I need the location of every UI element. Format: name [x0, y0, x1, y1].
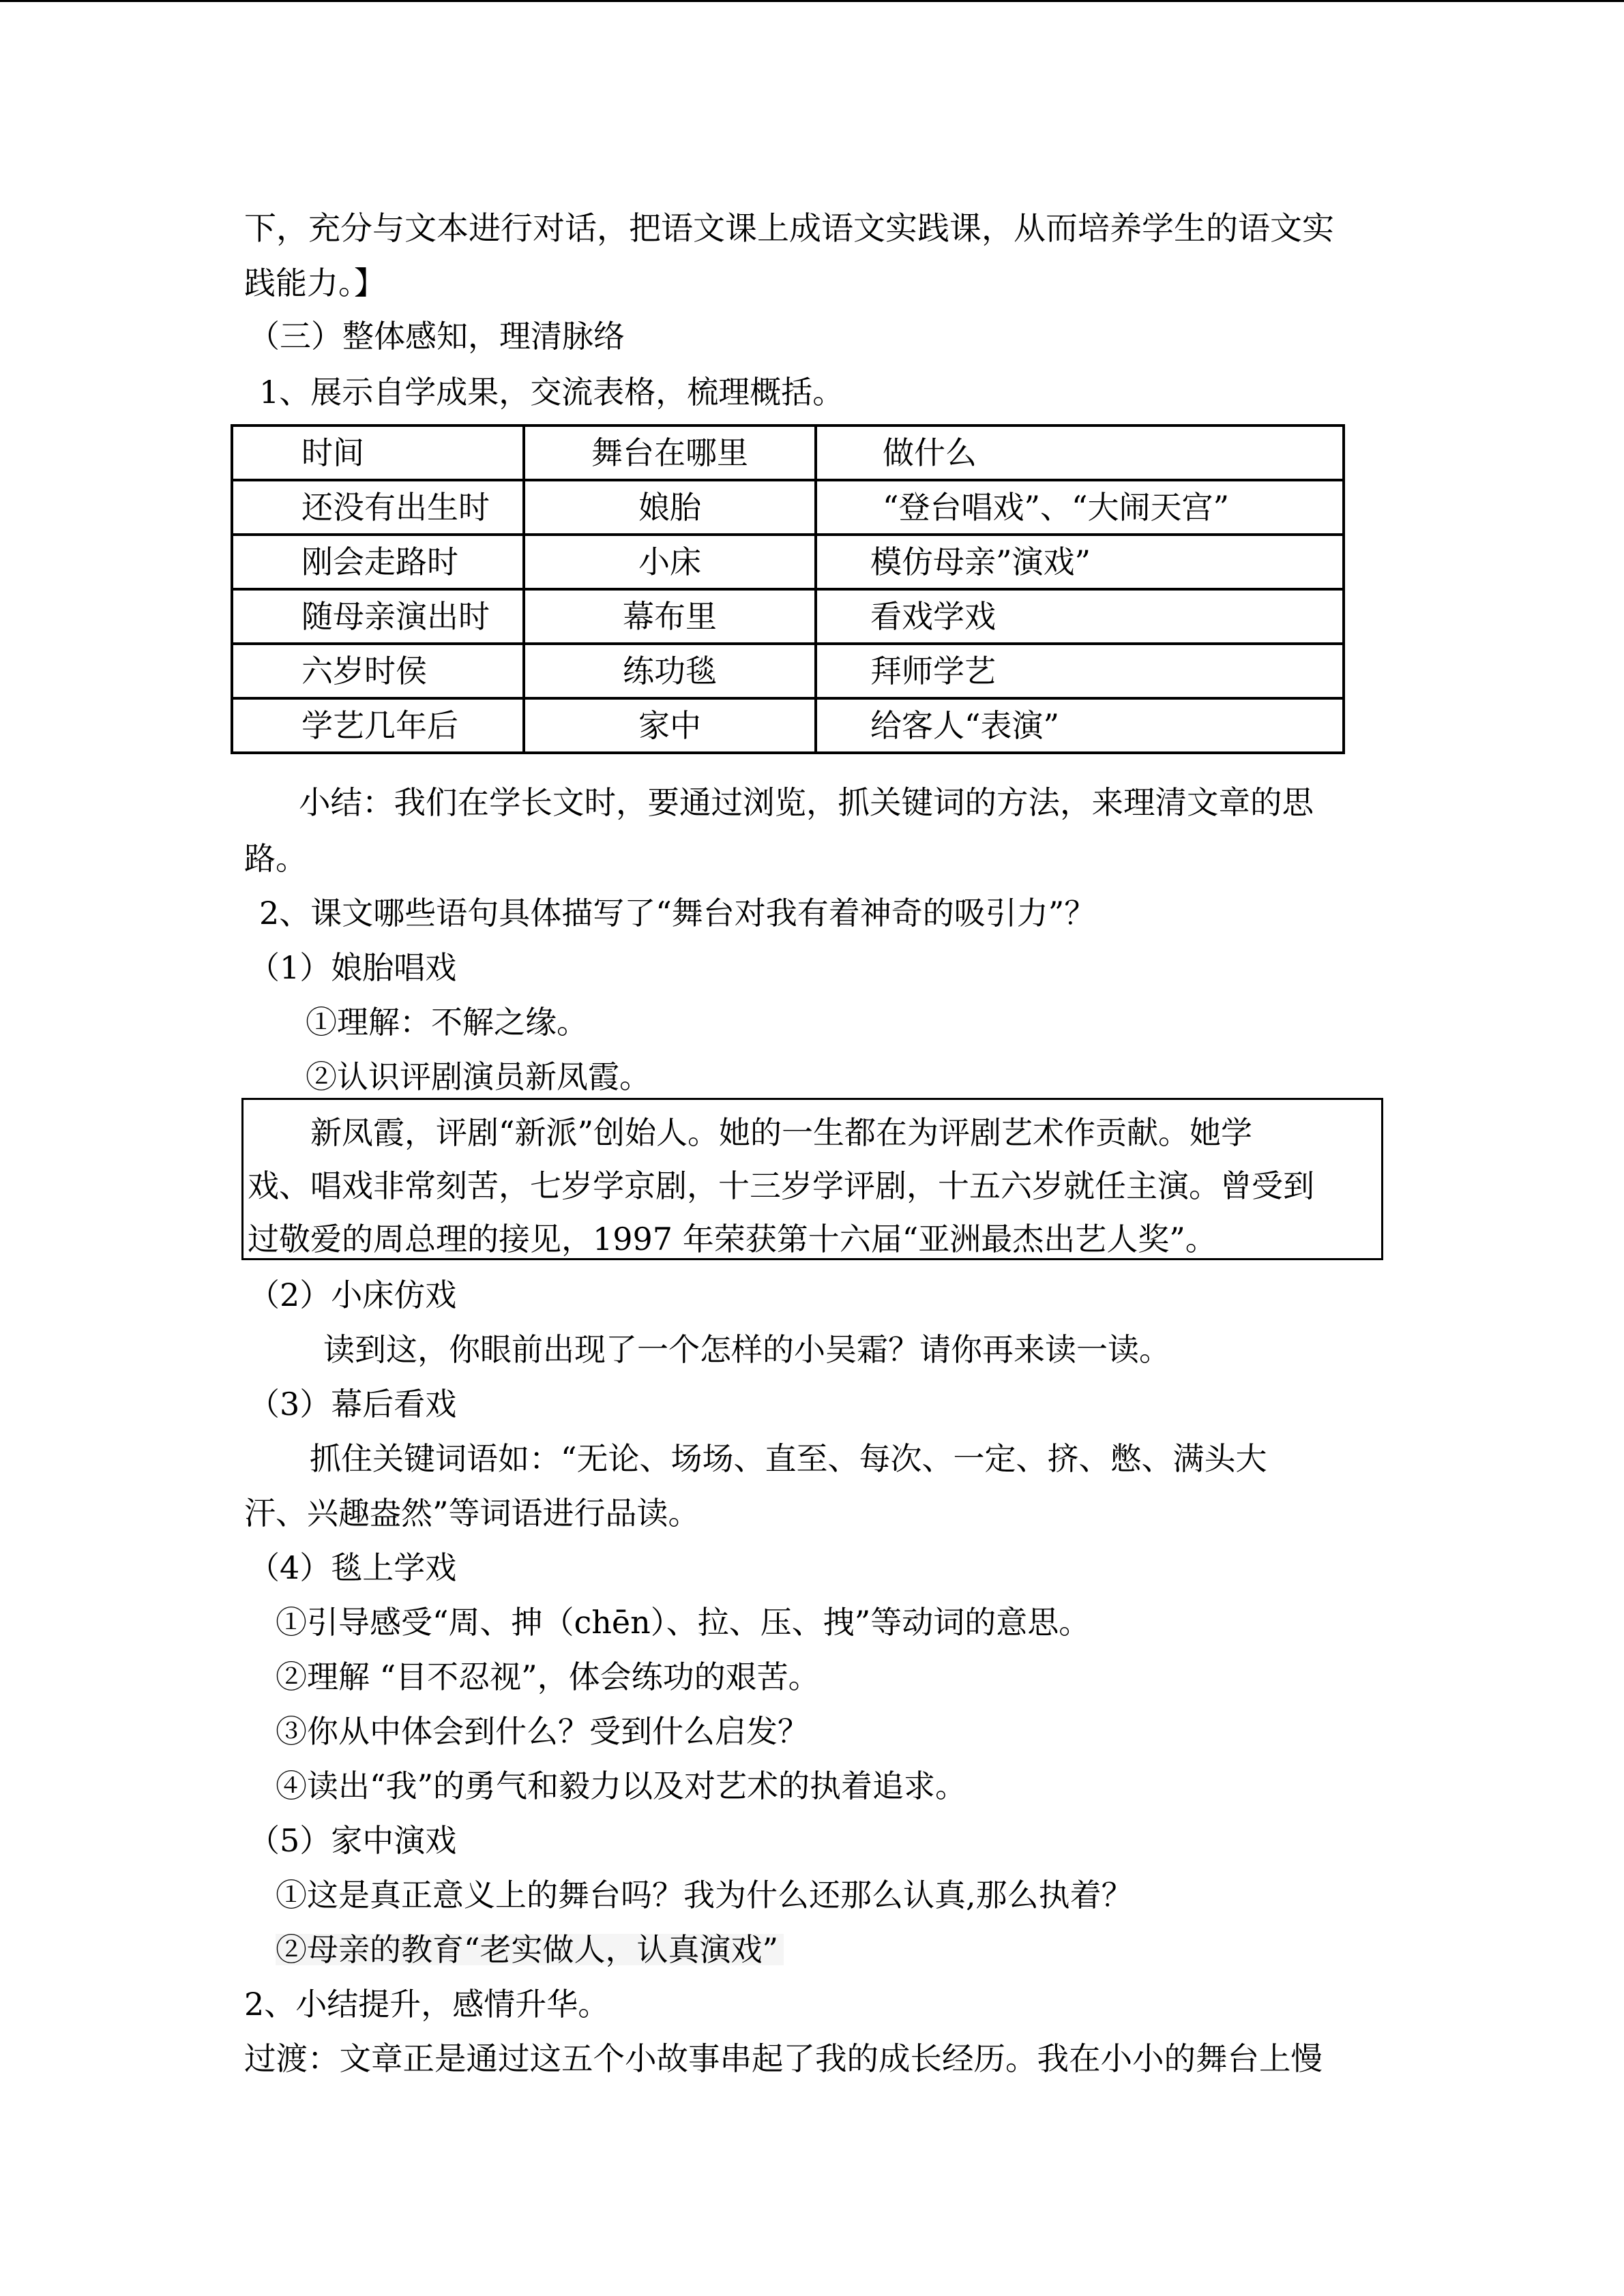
table-header-row — [232, 426, 1344, 480]
list-item: ④读出“我”的勇气和毅力以及对艺术的执着追求。 — [276, 1768, 967, 1804]
table-cell: 小床 — [524, 535, 816, 589]
list-item: ①引导感受“周、抻（chēn）、拉、压、拽”等动词的意思。 — [276, 1604, 1091, 1641]
subsection-heading: （2）小床仿戏 — [248, 1277, 457, 1313]
table-row — [232, 480, 1344, 535]
info-box-line: 新凤霞，评剧“新派”创始人。她的一生都在为评剧艺术作贡献。她学 — [310, 1114, 1253, 1151]
list-item: ③你从中体会到什么？受到什么启发？ — [276, 1713, 809, 1750]
table-cell: 娘胎 — [524, 480, 816, 535]
subsection-heading: （5）家中演戏 — [248, 1822, 457, 1859]
text-line: 读到这，你眼前出现了一个怎样的小吴霜？请你再来读一读。 — [323, 1331, 1170, 1368]
table-row — [232, 589, 1344, 644]
list-item: ①理解：不解之缘。 — [306, 1004, 588, 1041]
table-cell: 六岁时侯 — [232, 644, 524, 698]
table-cell: 拜师学艺 — [816, 644, 1344, 698]
text-line: 汗、兴趣盎然”等词语进行品读。 — [244, 1495, 700, 1532]
info-box-line: 戏、唱戏非常刻苦，七岁学京剧，十三岁学评剧，十五六岁就任主演。曾受到 — [248, 1167, 1314, 1204]
summary-table — [231, 424, 1345, 754]
text-line: 1、展示自学成果，交流表格，梳理概括。 — [259, 374, 844, 411]
table-header-cell: 时间 — [232, 426, 524, 480]
subsection-heading: （3）幕后看戏 — [248, 1386, 457, 1422]
subsection-heading: （1）娘胎唱戏 — [248, 949, 457, 986]
text-line: 小结：我们在学长文时，要通过浏览，抓关键词的方法，来理清文章的思 — [299, 784, 1314, 821]
table-cell: 还没有出生时 — [232, 480, 524, 535]
table-row — [232, 644, 1344, 698]
text-line: 路。 — [244, 840, 307, 877]
info-box — [241, 1098, 1383, 1260]
table-cell: 给客人“表演” — [816, 698, 1344, 753]
text-line: 下，充分与文本进行对话，把语文课上成语文实践课，从而培养学生的语文实 — [244, 210, 1334, 248]
table-cell: 随母亲演出时 — [232, 589, 524, 644]
table-row — [232, 698, 1344, 753]
text-line: 抓住关键词语如：“无论、场场、直至、每次、一定、挤、憋、满头大 — [310, 1440, 1267, 1477]
list-item: ①这是真正意义上的舞台吗？我为什么还那么认真,那么执着？ — [276, 1877, 1133, 1913]
table-cell: “登台唱戏”、“大闹天宫” — [816, 480, 1344, 535]
section-heading: 2、小结提升，感情升华。 — [244, 1986, 610, 2023]
list-item: ②理解 “目不忍视”，体会练功的艰苦。 — [276, 1658, 820, 1695]
page-top-border — [0, 0, 1624, 2]
table-cell: 幕布里 — [524, 589, 816, 644]
table-header-cell: 做什么 — [816, 426, 1344, 480]
table-cell: 家中 — [524, 698, 816, 753]
section-heading: （三）整体感知，理清脉络 — [248, 318, 625, 355]
table-cell: 刚会走路时 — [232, 535, 524, 589]
table-row — [232, 535, 1344, 589]
table-cell: 模仿母亲”演戏” — [816, 535, 1344, 589]
table-header-cell: 舞台在哪里 — [524, 426, 816, 480]
info-box-line: 过敬爱的周总理的接见，1997 年荣获第十六届“亚洲最杰出艺人奖”。 — [248, 1221, 1217, 1257]
subsection-heading: （4）毯上学戏 — [248, 1549, 457, 1586]
question-line: 2、课文哪些语句具体描写了“舞台对我有着神奇的吸引力”？ — [259, 895, 1096, 931]
table-cell: 学艺几年后 — [232, 698, 524, 753]
table-cell: 练功毯 — [524, 644, 816, 698]
text-line: 过渡：文章正是通过这五个小故事串起了我的成长经历。我在小小的舞台上慢 — [244, 2040, 1323, 2077]
text-line: 践能力。】 — [244, 265, 385, 301]
list-item: ②认识评剧演员新凤霞。 — [306, 1058, 651, 1095]
table-cell: 看戏学戏 — [816, 589, 1344, 644]
list-item: ②母亲的教育“老实做人，认真演戏” — [276, 1934, 784, 1965]
